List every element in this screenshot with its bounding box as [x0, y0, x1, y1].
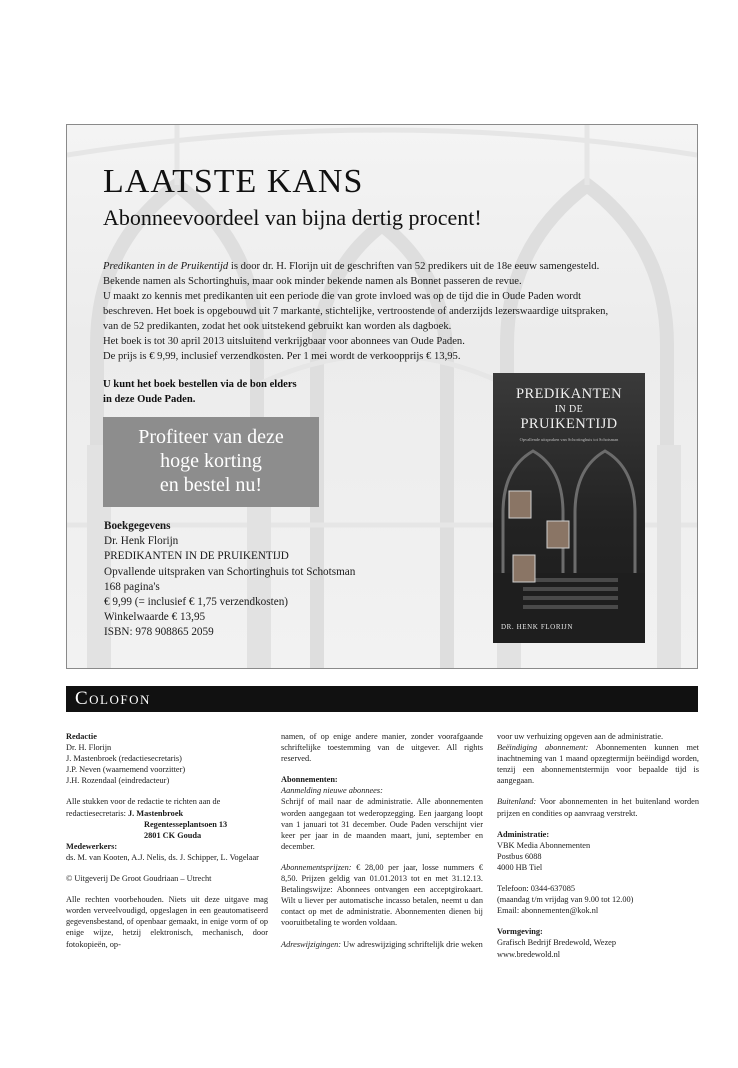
- book-detail-line: Opvallende uitspraken van Schortinghuis tot Schotsman: [104, 565, 356, 578]
- book-detail-line: PREDIKANTEN IN DE PRUIKENTIJD: [104, 550, 289, 563]
- book-cover-title-line: PREDIKANTEN: [516, 386, 622, 402]
- book-title-italic: Predikanten in de Pruikentijd: [103, 261, 229, 272]
- administratie-line: Postbus 6088: [497, 851, 542, 861]
- prijzen-text: € 28,00 per jaar, losse nummers € 8,50. Prijzen geldig van 01.01.2013 tot en met 31.12.13. Betalingswijze: Abonnees ontvangen een acceptgirokaart. Wilt u liever per automatische incasso betalen, neemt u dan contact op met de administratie. Abonnementen dienen bij vooruitbetaling te worden voldaan.: [281, 862, 483, 928]
- order-line: U kunt het boek bestellen via de bon elders: [103, 379, 297, 390]
- ad-body-line: van de 52 predikanten, zodat het ook uitstekend gebruikt kan worden als dagboek.: [103, 321, 452, 332]
- contact-phone: Telefoon: 0344-637085: [497, 884, 575, 894]
- redactie-member: J.P. Neven (waarnemend voorzitter): [66, 765, 186, 775]
- redactie-member: J. Mastenbroek (redactiesecretaris): [66, 754, 182, 764]
- stukken-address-line: [66, 808, 268, 819]
- address-street: Regentesseplantsoen 13: [144, 819, 228, 829]
- medewerkers-text: ds. M. van Kooten, A.J. Nelis, ds. J. Schipper, L. Vogelaar: [66, 852, 259, 862]
- redactie-member: Dr. H. Florijn: [66, 743, 112, 753]
- vormgeving-line: Grafisch Bedrijf Bredewold, Wezep: [497, 938, 616, 948]
- cta-line: hoge korting: [160, 450, 262, 472]
- book-detail-line: 168 pagina's: [104, 580, 160, 593]
- adres-text: Uw adreswijziging schriftelijk drie weken: [341, 939, 483, 949]
- buitenland-label: Buitenland:: [497, 797, 537, 807]
- book-cover-author: DR. HENK FLORIJN: [501, 623, 574, 631]
- aanmelding-label: Aanmelding nieuwe abonnees:: [281, 786, 383, 796]
- cta-line: Profiteer van deze: [138, 426, 284, 448]
- advertisement-box: [66, 124, 698, 669]
- book-detail-line: Winkelwaarde € 13,95: [104, 611, 206, 624]
- ad-body-line: De prijs is € 9,99, inclusief verzendkosten. Per 1 mei wordt de verkoopprijs € 13,95.: [103, 351, 461, 362]
- administratie-line: VBK Media Abonnementen: [497, 840, 591, 850]
- ad-body-line: U maakt zo kennis met predikanten uit een periode die van grote invloed was op de tijd die in Oude Paden wordt: [103, 291, 582, 302]
- colofon-column-3: [497, 731, 699, 960]
- prijzen-label: Abonnementsprijzen:: [281, 862, 352, 872]
- buitenland-paragraph: [497, 796, 699, 818]
- prijzen-paragraph: [281, 862, 483, 929]
- rights-text: Alle rechten voorbehouden. Niets uit deze uitgave mag worden verveelvoudigd, opgeslagen in een geautomatiseerd gegevensbestand, of openbaar gemaakt, in enige vorm of op enige wijze, hetzij elektronisch, mechanisch, door fotokopieën, op-: [66, 895, 268, 949]
- ad-body-line: Bekende namen als Schortinghuis, maar ook minder bekende namen als Bonnet passeren de revue.: [103, 276, 522, 287]
- medewerkers-label: Medewerkers:: [66, 841, 118, 851]
- order-instruction: [103, 377, 297, 407]
- beeindiging-label: Beëindiging abonnement:: [497, 743, 589, 753]
- buitenland-text: Voor abonnementen in het buitenland worden prijzen en condities op aanvraag verstrekt.: [497, 797, 699, 818]
- order-line: in deze Oude Paden.: [103, 394, 196, 405]
- contact-email: Email: abonnementen@kok.nl: [497, 906, 599, 916]
- redactie-member: J.H. Rozendaal (eindredacteur): [66, 776, 170, 786]
- vormgeving-label: Vormgeving:: [497, 927, 543, 937]
- colofon-column-2: [281, 731, 483, 950]
- rights-text-continued: namen, of op enige andere manier, zonder voorafgaande schriftelijke toestemming van de uitgever. All rights reserved.: [281, 732, 483, 764]
- contact-hours: (maandag t/m vrijdag van 9.00 tot 12.00): [497, 895, 634, 905]
- colofon-column-1: [66, 731, 268, 950]
- stukken-prefix: redactiesecretaris:: [66, 808, 128, 818]
- adres-paragraph: [281, 939, 483, 950]
- verhuizing-text: voor uw verhuizing opgeven aan de administratie.: [497, 732, 664, 741]
- abonnementen-label: Abonnementen:: [281, 775, 338, 785]
- ad-title: LAATSTE KANS: [103, 163, 364, 200]
- address-name: J. Mastenbroek: [127, 808, 184, 818]
- adres-label: Adreswijzigingen:: [281, 939, 342, 949]
- ad-body-line: beschreven. Het boek is opgebouwd uit 7 markante, stichtelijke, vertroostende of anderzijds lezerswaardige uitspraken,: [103, 306, 609, 317]
- ad-body-line: Het boek is tot 30 april 2013 uitsluitend verkrijgbaar voor abonnees van Oude Paden.: [103, 336, 465, 347]
- ad-intro: [103, 259, 693, 274]
- address-city: 2801 CK Gouda: [144, 830, 202, 840]
- vormgeving-link: www.bredewold.nl: [497, 949, 561, 959]
- beeindiging-text: Abonnementen kunnen met inachtneming van 1 maand opzegtermijn beëindigd worden, tenzij een abonnementstermijn voor bepaalde tijd is aangegaan.: [497, 743, 699, 786]
- aanmelding-text: Schrijf of mail naar de administratie. Alle abonnementen worden aangegaan tot wederopzegging. Een jaargang loopt van 1 januari tot 31 december. Oude Paden verschijnt vier keer per jaar in de maanden maart, juni, september en december.: [281, 797, 483, 851]
- redactie-label: Redactie: [66, 732, 97, 741]
- colofon-title: Colofon: [75, 688, 151, 709]
- book-cover-title-line: PRUIKENTIJD: [520, 416, 618, 432]
- book-detail-line: Dr. Henk Florijn: [104, 535, 179, 548]
- book-details-label: Boekgegevens: [104, 520, 171, 532]
- administratie-label: Administratie:: [497, 829, 550, 839]
- book-detail-line: € 9,99 (= inclusief € 1,75 verzendkosten): [104, 596, 289, 609]
- book-cover-subtitle: Opvallende uitspraken van Schortinghuis tot Schotsman: [519, 437, 619, 442]
- ad-subtitle: Abonneevoordeel van bijna dertig procent!: [103, 205, 482, 230]
- book-details: [104, 519, 355, 641]
- cta-line: en bestel nu!: [159, 474, 263, 496]
- beeindiging-paragraph: [497, 742, 699, 786]
- ad-intro-rest: is door dr. H. Florijn uit de geschriften van 52 predikers uit de 18e eeuw samengesteld.: [228, 261, 600, 272]
- administratie-line: 4000 HB Tiel: [497, 862, 543, 872]
- book-cover: [493, 373, 645, 643]
- book-detail-line: ISBN: 978 908865 2059: [104, 626, 214, 639]
- ad-body-text: [103, 259, 693, 364]
- book-cover-title-line: IN DE: [554, 404, 584, 415]
- colofon-header: [66, 686, 698, 712]
- book-cover-title: [493, 387, 645, 432]
- stukken-line: Alle stukken voor de redactie te richten aan de: [66, 797, 221, 807]
- copyright-text: © Uitgeverij De Groot Goudriaan – Utrecht: [66, 874, 212, 884]
- cta-banner: [103, 417, 319, 507]
